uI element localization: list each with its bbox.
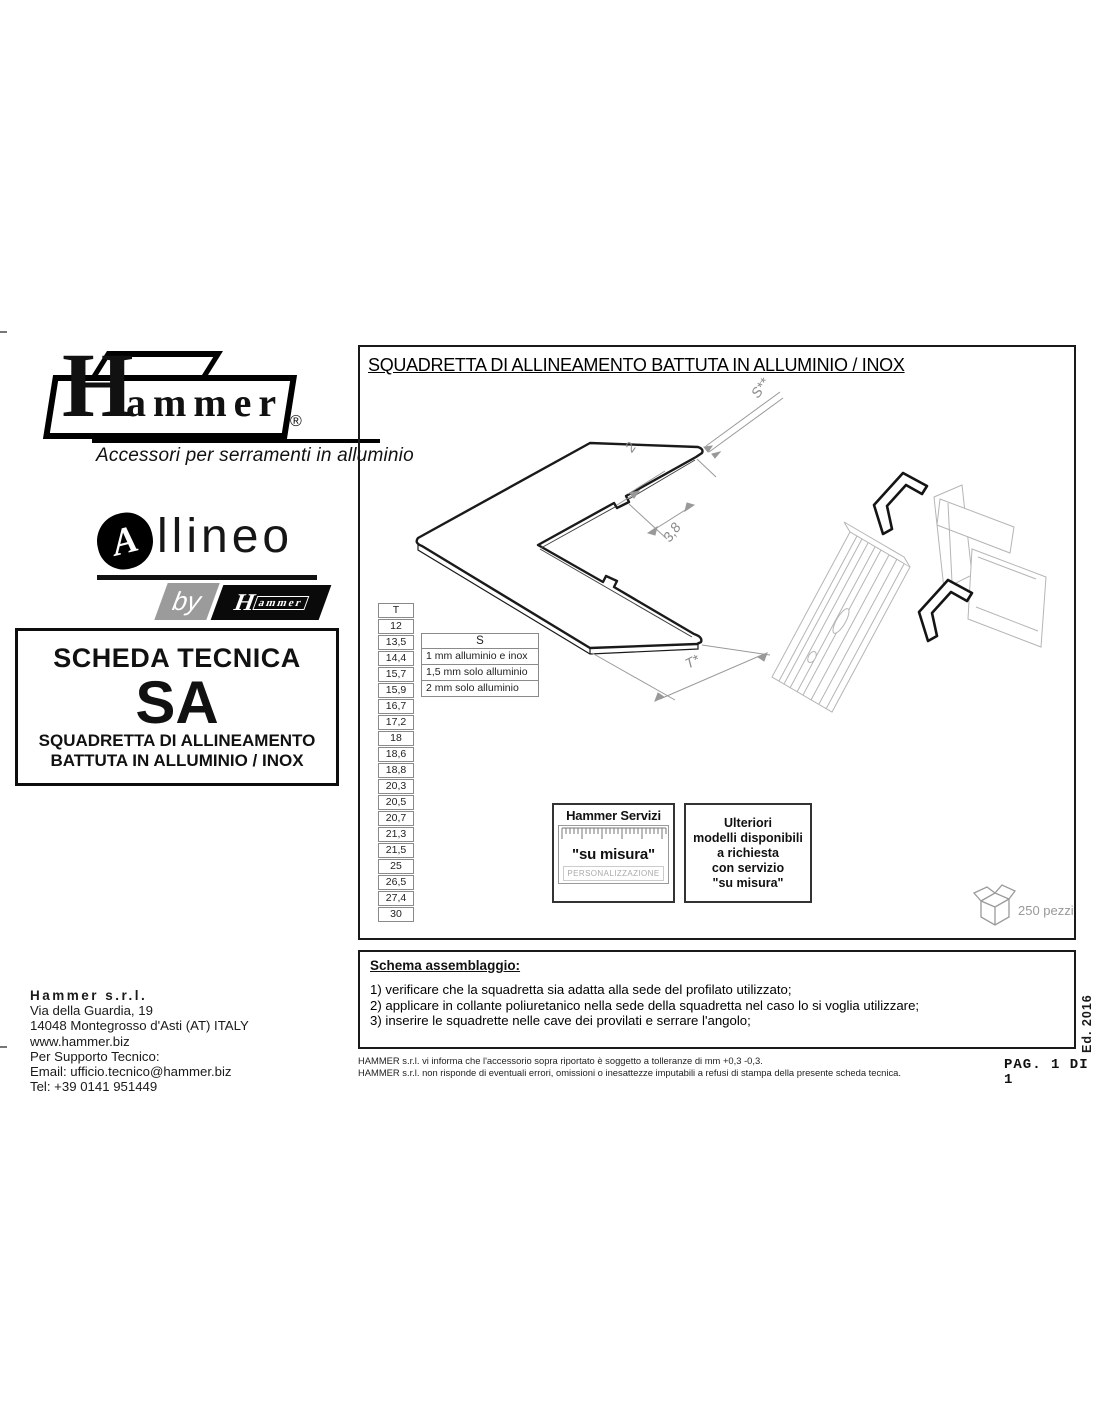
edition-label: Ed. 2016: [1080, 994, 1094, 1053]
allineo-logo: [97, 507, 332, 622]
t-table: [378, 603, 414, 923]
t-table-cell: 18: [378, 731, 414, 746]
address-line: 14048 Montegrosso d'Asti (AT) ITALY: [30, 1018, 249, 1034]
t-table-header: T: [378, 603, 414, 618]
assembly-box: [358, 950, 1076, 1049]
s-table-header: S: [421, 633, 539, 649]
page-number: 1: [1004, 1072, 1014, 1088]
address-line: Email: ufficio.tecnico@hammer.biz: [30, 1064, 232, 1080]
t-table-cell: 17,2: [378, 715, 414, 730]
address-line: www.hammer.biz: [30, 1033, 130, 1049]
profile-frame: [934, 485, 1046, 647]
crop-mark-top: [0, 331, 7, 333]
t-table-cell: 20,5: [378, 795, 414, 810]
assembly-step: 1) verificare che la squadretta sia adatta alla sede del profilato utilizzato;: [370, 982, 792, 997]
t-table-cell: 20,7: [378, 811, 414, 826]
servizi-footer: PERSONALIZZAZIONE: [563, 866, 664, 881]
t-table-cell: 18,8: [378, 763, 414, 778]
info-line: con servizio: [711, 860, 785, 875]
disclaimer: [358, 1055, 901, 1078]
info-box: [684, 803, 812, 903]
dimension-thickness-label: S**: [747, 374, 773, 401]
company-address: [30, 988, 249, 1094]
carton-box-icon: [974, 885, 1015, 925]
hammer-logo-text: ammer: [126, 380, 284, 425]
info-line: modelli disponibili: [693, 830, 803, 845]
page-indicator: [1004, 1058, 1089, 1088]
drawing-panel-title: SQUADRETTA DI ALLINEAMENTO BATTUTA IN ALLUMINIO / INOX: [368, 355, 905, 375]
dimension-s-lines: [704, 392, 783, 458]
crop-mark-bottom: [0, 1046, 7, 1048]
t-table-cell: 13,5: [378, 635, 414, 650]
tech-sheet-box: [15, 628, 339, 786]
t-table-cell: 15,9: [378, 683, 414, 698]
t-table-cell: 27,4: [378, 891, 414, 906]
servizi-inner-box: [558, 825, 669, 884]
assembly-step: 2) applicare in collante poliuretanico nella sede della squadretta nel caso lo si voglia utilizzare;: [370, 997, 920, 1013]
hammer-logo-h: H: [62, 334, 134, 436]
tech-sheet-code: SA: [135, 669, 219, 736]
t-table-cell: 21,5: [378, 843, 414, 858]
t-table-cell: 20,3: [378, 779, 414, 794]
profile-bar: [772, 522, 910, 712]
allineo-hammer-shape: [211, 585, 332, 620]
ruler-icon: [561, 827, 667, 840]
tech-sheet-title: SCHEDA TECNICA: [53, 643, 301, 673]
t-table-cell: 21,3: [378, 827, 414, 842]
address-line: Per Supporto Tecnico:: [30, 1048, 160, 1064]
drawing-panel: [358, 345, 1076, 940]
t-table-cell: 18,6: [378, 747, 414, 762]
info-line: "su misura": [712, 875, 784, 890]
assembly-title: Schema assemblaggio:: [370, 958, 521, 973]
brand-tagline: Accessori per serramenti in alluminio: [96, 445, 414, 466]
allineo-divider: [97, 575, 317, 580]
allineo-by-shape: [154, 583, 219, 620]
t-table-cell: 16,7: [378, 699, 414, 714]
logo-underline: [92, 439, 380, 443]
allineo-a: A: [107, 517, 143, 565]
address-line: Via della Guardia, 19: [30, 1003, 153, 1019]
s-table: [421, 633, 539, 697]
s-table-row: 2 mm solo alluminio: [421, 681, 539, 697]
assembly-step: 3) inserire le squadrette nelle cave dei provilati e serrare l'angolo;: [370, 1013, 751, 1028]
allineo-by: by: [170, 586, 204, 616]
plate-outline: [417, 443, 703, 648]
registered-mark: ®: [290, 413, 302, 430]
address-line: Tel: +39 0141 951449: [30, 1079, 158, 1095]
allineo-text: llineo: [157, 510, 294, 563]
s-table-row: 1,5 mm solo alluminio: [421, 665, 539, 681]
dimension-arm-label: 3,8: [659, 519, 684, 545]
assembly-steps: [370, 982, 919, 1029]
t-table-cell: 15,7: [378, 667, 414, 682]
s-table-row: 1 mm alluminio e inox: [421, 649, 539, 665]
disclaimer-line: HAMMER s.r.l. vi informa che l'accessorio sopra riportato è soggetto a tolleranze di mm +0,3 -0,3.: [358, 1055, 763, 1066]
tech-sheet-subtitle-2: BATTUTA IN ALLUMINIO / INOX: [50, 751, 304, 770]
servizi-box: [552, 803, 675, 903]
page-label: PAG. 1 DI: [1004, 1057, 1089, 1073]
t-table-cell: 12: [378, 619, 414, 634]
t-table-cell: 14,4: [378, 651, 414, 666]
info-line: a richiesta: [717, 845, 779, 860]
dimension-notch-label: 2: [621, 439, 640, 455]
servizi-quote: "su misura": [572, 846, 655, 863]
disclaimer-line: HAMMER s.r.l. non risponde di eventuali errori, omissioni o inesattezze imputabili a refusi di stampa della presente scheda tecnica.: [358, 1066, 901, 1078]
info-line: Ulteriori: [724, 815, 772, 830]
t-table-cell: 26,5: [378, 875, 414, 890]
dimension-width-lines: [592, 645, 770, 701]
packaging-label: 250 pezzi: [1018, 903, 1074, 918]
t-table-cell: 25: [378, 859, 414, 874]
servizi-title: Hammer Servizi: [566, 808, 661, 823]
allineo-hammer-h: H: [230, 589, 259, 616]
t-table-cell: 30: [378, 907, 414, 922]
tech-sheet-subtitle-1: SQUADRETTA DI ALLINEAMENTO: [38, 731, 316, 750]
company-name: Hammer s.r.l.: [30, 988, 148, 1003]
dimension-width-label: T*: [682, 651, 702, 672]
allineo-a-badge: [91, 507, 159, 575]
allineo-hammer-text: ammer: [252, 596, 309, 610]
hammer-logo: [30, 334, 414, 475]
